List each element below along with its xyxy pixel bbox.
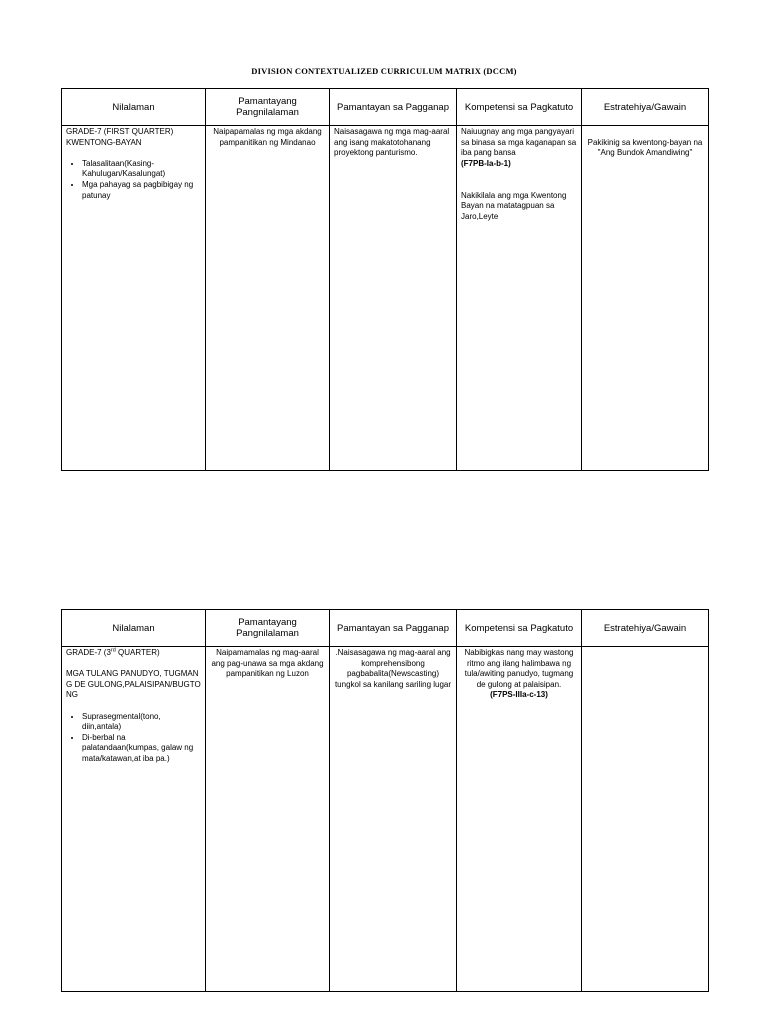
- table-row: [62, 126, 709, 471]
- header-pamantayan-sa-pagganap: Pamantayan sa Pagganap: [330, 89, 457, 126]
- grade-label: GRADE-7 (3rd QUARTER): [66, 647, 160, 657]
- cell-kompetensi: [457, 126, 582, 471]
- strategy-text: Pakikinig sa kwentong-bayan na: [587, 137, 703, 147]
- curriculum-table-third-quarter: [61, 609, 709, 992]
- header-kompetensi: Kompetensi sa Pagkatuto: [457, 610, 582, 647]
- cell-nilalaman: [62, 647, 206, 992]
- header-pamantayang-pangnilalaman: Pamantayang Pangnilalaman: [206, 89, 330, 126]
- strategy-title: "Ang Bundok Amandiwing": [597, 148, 693, 158]
- header-row: [62, 610, 709, 647]
- topic-label: MGA TULANG PANUDYO, TUGMANG DE GULONG,PALAISIPAN/BUGTONG: [66, 669, 201, 700]
- header-estratehiya: Estratehiya/Gawain: [582, 89, 709, 126]
- competency-text: Naiuugnay ang mga pangyayari sa binasa sa mga kaganapan sa iba pang bansa: [461, 127, 577, 158]
- cell-estratehiya: [582, 647, 709, 992]
- header-estratehiya: Estratehiya/Gawain: [582, 610, 709, 647]
- topic-label: KWENTONG-BAYAN: [66, 137, 142, 147]
- curriculum-table-first-quarter: [61, 88, 709, 471]
- competency-code: (F7PS-IIIa-c-13): [490, 690, 548, 700]
- competency-text: Nabibigkas nang may wastong ritmo ang ilang halimbawa ng tula/awiting panudyo, tugmang de gulong at palaisipan.: [464, 648, 574, 689]
- header-nilalaman: Nilalaman: [62, 89, 206, 126]
- performance-standard-text: .Naisasagawa ng mag-aaral ang komprehensibong pagbabalita(Newscasting) tungkol sa kanilang sariling lugar: [334, 648, 452, 689]
- table-row: [62, 647, 709, 992]
- header-nilalaman: Nilalaman: [62, 610, 206, 647]
- header-kompetensi: Kompetensi sa Pagkatuto: [457, 89, 582, 126]
- list-item: • Mga pahayag sa pagbibigay ng patunay: [82, 180, 201, 201]
- list-item: • Di-berbal na palatandaan(kumpas, galaw ng mata/katawan,at iba pa.): [82, 733, 201, 765]
- cell-pamantayang-pangnilalaman: [206, 647, 330, 992]
- cell-pamantayang-pangnilalaman: [206, 126, 330, 471]
- cell-kompetensi: [457, 647, 582, 992]
- performance-standard-text: Naisasagawa ng mga mag-aaral ang isang makatotohanang proyektong panturismo.: [334, 127, 450, 158]
- content-standard-text: Naipapamalas ng mga akdang pampanitikan ng Mindanao: [213, 127, 322, 147]
- cell-pamantayan-sa-pagganap: [330, 126, 457, 471]
- grade-label: GRADE-7 (FIRST QUARTER): [66, 127, 174, 136]
- header-pamantayan-sa-pagganap: Pamantayan sa Pagganap: [330, 610, 457, 647]
- page-title: DIVISION CONTEXTUALIZED CURRICULUM MATRIX (DCCM): [251, 66, 517, 76]
- competency-code: (F7PB-Ia-b-1): [461, 158, 511, 168]
- list-item: • Suprasegmental(tono, diin,antala): [82, 712, 201, 733]
- competency-text: Nakikilala ang mga Kwentong Bayan na matatagpuan sa Jaro,Leyte: [461, 190, 567, 221]
- topic-bullet-list: [66, 712, 201, 765]
- cell-estratehiya: [582, 126, 709, 471]
- topic-bullet-list: [66, 159, 201, 201]
- header-row: [62, 89, 709, 126]
- cell-pamantayan-sa-pagganap: [330, 647, 457, 992]
- cell-nilalaman: [62, 126, 206, 471]
- list-item: • Talasalitaan(Kasing-Kahulugan/Kasalungat): [82, 159, 201, 180]
- header-pamantayang-pangnilalaman: Pamantayang Pangnilalaman: [206, 610, 330, 647]
- content-standard-text: Naipamamalas ng mag-aaral ang pag-unawa sa mga akdang pampanitikan ng Luzon: [211, 648, 324, 679]
